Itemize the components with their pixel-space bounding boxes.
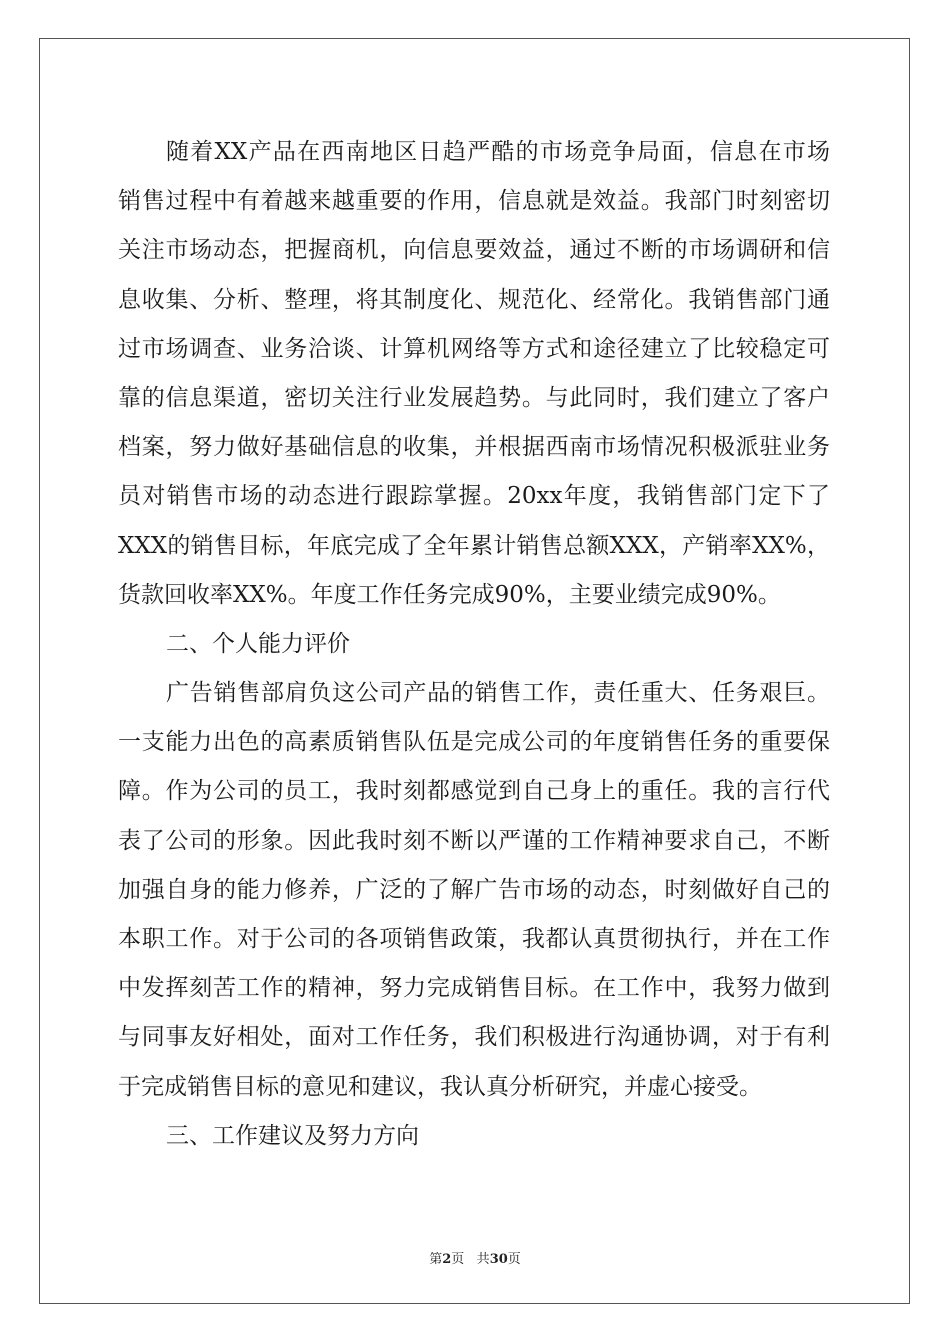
text-line: 货款回收率XX%。年度工作任务完成90%，主要业绩完成90%。 [118,581,781,608]
total-unit: 页 [507,1252,521,1267]
text-line: 靠的信息渠道，密切关注行业发展趋势。与此同时，我们建立了客户 [118,384,830,411]
text-line: 随着XX产品在西南地区日趋严酷的市场竞争局面，信息在市场 [166,139,830,165]
text-line: 与同事友好相处，面对工作任务，我们积极进行沟通协调，对于有利 [118,1024,830,1051]
text-line: 员对销售市场的动态进行跟踪掌握。20xx年度，我销售部门定下了 [118,483,830,510]
text-line: 于完成销售目标的意见和建议，我认真分析研究，并虚心接受。 [118,1073,762,1100]
page-number: 2 [442,1252,452,1267]
text-line: 加强自身的能力修养，广泛的了解广告市场的动态，时刻做好自己的 [118,876,830,903]
document-body [118,128,830,1161]
text-line: 过市场调查、业务洽谈、计算机网络等方式和途径建立了比较稳定可 [118,335,830,362]
text-line: 息收集、分析、整理，将其制度化、规范化、经常化。我销售部门通 [118,286,830,313]
total-pages: 30 [489,1252,508,1267]
text-line: 二、个人能力评价 [166,630,350,657]
text-line: 一支能力出色的高素质销售队伍是完成公司的年度销售任务的重要保 [118,729,830,756]
text-line: 表了公司的形象。因此我时刻不断以严谨的工作精神要求自己，不断 [118,827,830,854]
page-footer [0,1248,950,1267]
page-prefix: 第 [429,1252,443,1267]
text-line: 档案，努力做好基础信息的收集，并根据西南市场情况积极派驻业务 [118,434,830,461]
text-line: 销售过程中有着越来越重要的作用，信息就是效益。我部门时刻密切 [118,188,830,215]
text-line: 三、工作建议及努力方向 [166,1122,419,1149]
text-line: XXX的销售目标，年底完成了全年累计销售总额XXX，产销率XX%， [118,532,830,559]
text-line: 关注市场动态，把握商机，向信息要效益，通过不断的市场调研和信 [118,237,830,264]
text-line: 障。作为公司的员工，我时刻都感觉到自己身上的重任。我的言行代 [118,778,830,805]
text-line: 中发挥刻苦工作的精神，努力完成销售目标。在工作中，我努力做到 [118,975,830,1002]
total-prefix: 共 [476,1252,490,1267]
page-unit: 页 [451,1252,465,1267]
text-line: 本职工作。对于公司的各项销售政策，我都认真贯彻执行，并在工作 [118,926,830,952]
text-line: 广告销售部肩负这公司产品的销售工作，责任重大、任务艰巨。 [166,680,830,707]
